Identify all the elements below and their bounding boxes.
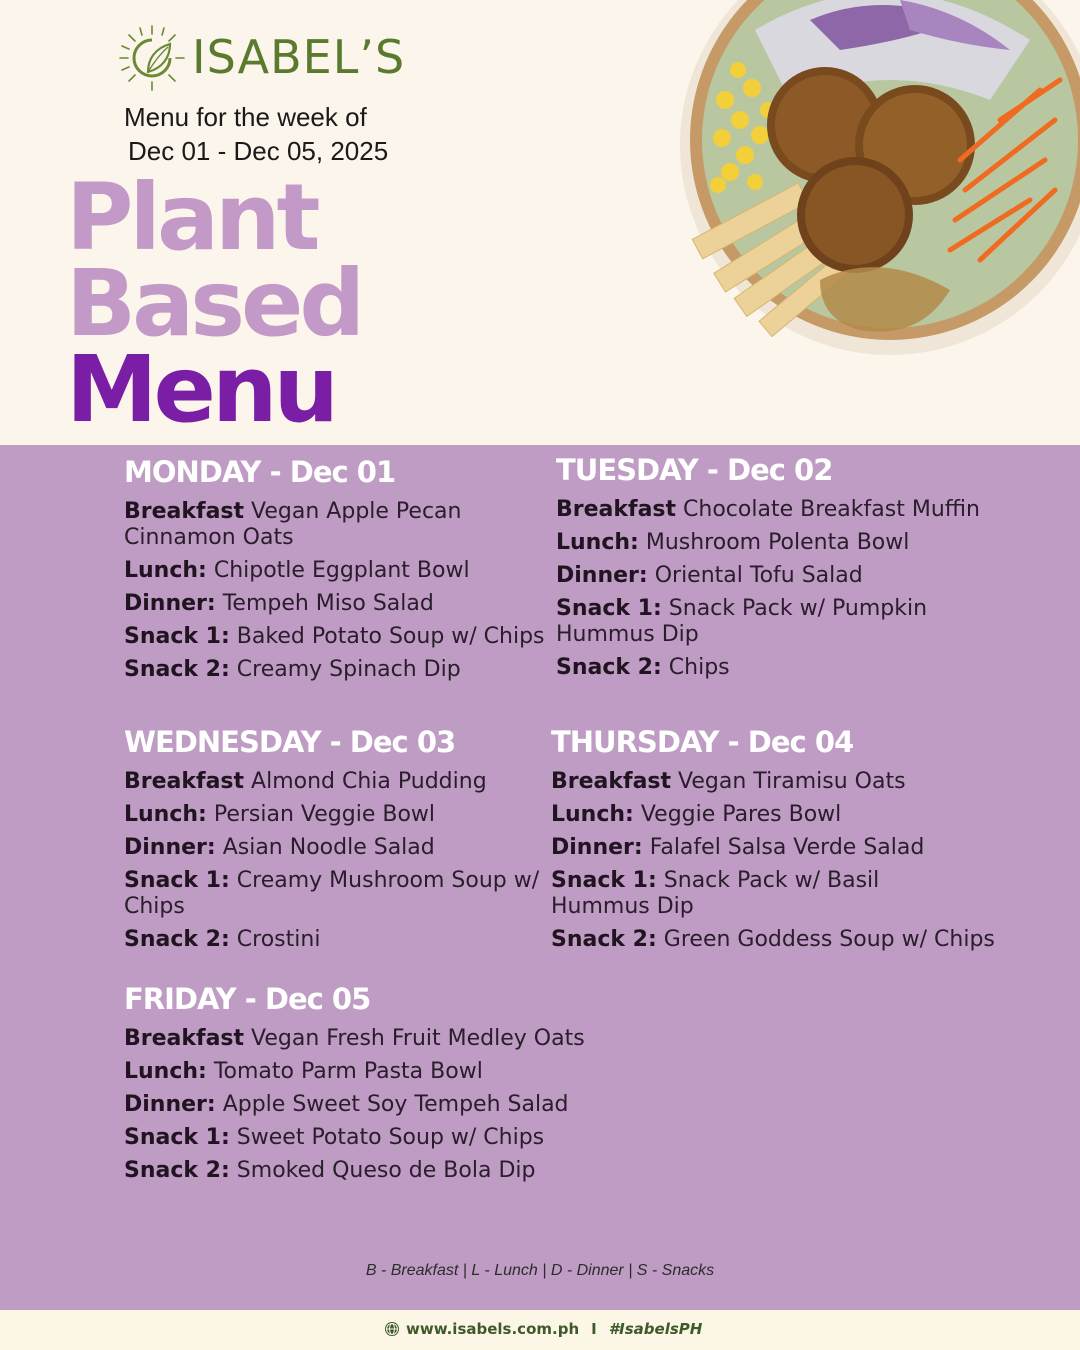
meal-label: Snack 2: — [551, 927, 657, 952]
meal-lunch — [124, 558, 554, 584]
meal-snack-1 — [124, 1125, 724, 1151]
meal-item: Crostini — [236, 927, 321, 952]
meal-breakfast — [124, 499, 554, 551]
day-title: THURSDAY - Dec 04 — [551, 725, 854, 759]
title-line-based: Based — [66, 250, 362, 357]
sun-leaf-logo-icon — [112, 22, 188, 94]
meal-label: Lunch: — [556, 530, 639, 555]
meal-item: Persian Veggie Bowl — [213, 802, 436, 827]
day-card-thursday — [551, 725, 1031, 960]
meal-dinner — [124, 835, 544, 861]
meal-breakfast — [556, 497, 1026, 523]
meal-item: Creamy Mushroom Soup w/ Chips — [124, 868, 540, 919]
day-title: MONDAY - Dec 01 — [124, 455, 396, 489]
meal-label: Snack 2: — [556, 655, 662, 680]
brand-name: ISABEL’S — [192, 30, 406, 84]
meal-label: Snack 2: — [124, 927, 230, 952]
meal-label: Snack 2: — [124, 1158, 230, 1183]
meal-item: Chips — [668, 655, 730, 680]
meal-lunch — [556, 530, 1026, 556]
meal-snack-2 — [551, 927, 1031, 953]
meal-snack-2 — [556, 655, 1026, 681]
week-label: Menu for the week of — [124, 102, 367, 132]
meal-item: Vegan Fresh Fruit Medley Oats — [251, 1026, 585, 1051]
menu-panel — [0, 445, 1080, 1310]
meal-lunch — [124, 1059, 724, 1085]
meal-item: Almond Chia Pudding — [251, 769, 487, 794]
meal-item: Green Goddess Soup w/ Chips — [663, 927, 995, 952]
meal-label: Breakfast — [124, 769, 245, 794]
meal-snack-2 — [124, 1158, 724, 1184]
meal-snack-1 — [124, 868, 544, 920]
meal-label: Breakfast — [124, 499, 245, 524]
meal-item: Oriental Tofu Salad — [654, 563, 863, 588]
title-line-menu: Menu — [66, 336, 335, 443]
meal-snack-1 — [124, 624, 554, 650]
day-card-monday — [124, 455, 554, 690]
meal-snack-2 — [124, 657, 554, 683]
meal-item: Sweet Potato Soup w/ Chips — [236, 1125, 545, 1150]
footer-content — [384, 1320, 702, 1338]
meal-label: Dinner: — [124, 835, 216, 860]
meal-label: Dinner: — [556, 563, 648, 588]
meal-label: Snack 1: — [124, 868, 230, 893]
meal-label: Lunch: — [124, 802, 207, 827]
meal-label: Snack 1: — [551, 868, 657, 893]
meal-breakfast — [124, 769, 544, 795]
brand-logo — [112, 22, 412, 94]
meal-label: Snack 1: — [124, 624, 230, 649]
meal-breakfast — [551, 769, 1031, 795]
meal-label: Lunch: — [551, 802, 634, 827]
footer-separator: I — [591, 1320, 597, 1338]
day-title: TUESDAY - Dec 02 — [556, 453, 833, 487]
meal-lunch — [124, 802, 544, 828]
meal-label: Breakfast — [124, 1026, 245, 1051]
meal-item: Snack Pack w/ Pumpkin Hummus Dip — [556, 596, 928, 647]
day-title: FRIDAY - Dec 05 — [124, 982, 371, 1016]
meal-label: Snack 2: — [124, 657, 230, 682]
meal-label: Breakfast — [551, 769, 672, 794]
meal-item: Apple Sweet Soy Tempeh Salad — [222, 1092, 569, 1117]
day-title: WEDNESDAY - Dec 03 — [124, 725, 456, 759]
meal-label: Lunch: — [124, 1059, 207, 1084]
meal-label: Breakfast — [556, 497, 677, 522]
meal-snack-2 — [124, 927, 544, 953]
hashtag-link[interactable]: #IsabelsPH — [608, 1320, 703, 1338]
website-link[interactable]: www.isabels.com.ph — [406, 1320, 580, 1338]
meal-label: Dinner: — [124, 1092, 216, 1117]
meal-breakfast — [124, 1026, 724, 1052]
meal-label: Snack 1: — [556, 596, 662, 621]
footer-bar — [0, 1310, 1080, 1350]
day-card-wednesday — [124, 725, 544, 960]
meal-item: Asian Noodle Salad — [222, 835, 435, 860]
day-card-friday — [124, 982, 724, 1191]
meal-label: Snack 1: — [124, 1125, 230, 1150]
meal-item: Falafel Salsa Verde Salad — [649, 835, 925, 860]
day-card-tuesday — [556, 453, 1026, 688]
meal-dinner — [556, 563, 1026, 589]
header-section — [0, 0, 1080, 445]
meal-item: Mushroom Polenta Bowl — [645, 530, 910, 555]
meal-dinner — [124, 591, 554, 617]
meal-item: Snack Pack w/ Basil Hummus Dip — [551, 868, 880, 919]
meal-item: Chocolate Breakfast Muffin — [683, 497, 980, 522]
meal-snack-1 — [551, 868, 931, 920]
meal-item: Vegan Apple Pecan Cinnamon Oats — [124, 499, 462, 550]
meal-item: Vegan Tiramisu Oats — [678, 769, 906, 794]
meal-lunch — [551, 802, 1031, 828]
week-dates: Dec 01 - Dec 05, 2025 — [128, 136, 389, 166]
meal-item: Chipotle Eggplant Bowl — [213, 558, 470, 583]
title-line-plant: Plant — [66, 164, 317, 271]
meal-label: Dinner: — [124, 591, 216, 616]
meal-label: Lunch: — [124, 558, 207, 583]
meal-legend: B - Breakfast | L - Lunch | D - Dinner | S - Snacks — [365, 1262, 715, 1279]
globe-icon — [384, 1321, 400, 1337]
meal-item: Veggie Pares Bowl — [640, 802, 842, 827]
meal-snack-1 — [556, 596, 976, 648]
meal-label: Dinner: — [551, 835, 643, 860]
meal-dinner — [124, 1092, 724, 1118]
meal-item: Tempeh Miso Salad — [222, 591, 434, 616]
meal-item: Baked Potato Soup w/ Chips — [236, 624, 545, 649]
meal-item: Smoked Queso de Bola Dip — [236, 1158, 536, 1183]
meal-dinner — [551, 835, 1031, 861]
meal-item: Tomato Parm Pasta Bowl — [213, 1059, 483, 1084]
meal-item: Creamy Spinach Dip — [236, 657, 461, 682]
salad-bowl-image — [660, 0, 1080, 400]
